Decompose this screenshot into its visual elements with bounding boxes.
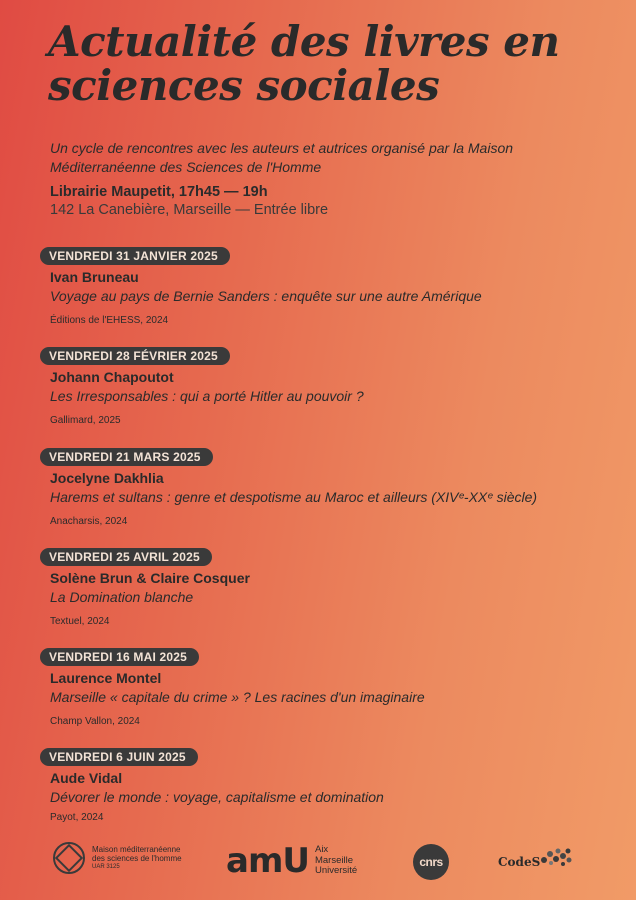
- amu-mark: amU: [226, 841, 309, 881]
- mmsh-unit: UAR 3125: [92, 863, 120, 870]
- event-date-badge: VENDREDI 28 FÉVRIER 2025: [40, 347, 230, 365]
- event-author: Jocelyne Dakhlia: [50, 470, 164, 486]
- mmsh-name-line1: Maison méditerranéenne: [92, 844, 181, 854]
- poster-title: Actualité des livres en sciences sociales: [48, 17, 560, 110]
- event-work-title: Marseille « capitale du crime » ? Les racines d'un imaginaire: [50, 689, 425, 705]
- poster-subtitle: Un cycle de rencontres avec les auteurs et autrices organisé par la Maison Méditerranéenne des Sciences de l'Homme: [50, 140, 514, 175]
- event-publisher: Champ Vallon, 2024: [50, 716, 140, 727]
- event-item: [40, 247, 620, 327]
- dots-cluster-icon: [538, 846, 574, 868]
- event-publisher: Textuel, 2024: [50, 616, 110, 627]
- codes-logo: [498, 842, 578, 886]
- codes-mark: CodeS: [498, 855, 541, 869]
- mmsh-emblem-icon: [53, 842, 85, 874]
- amu-line1: Aix: [314, 844, 329, 856]
- event-work-title: Voyage au pays de Bernie Sanders : enquête sur une autre Amérique: [50, 288, 482, 304]
- event-work-title: Dévorer le monde : voyage, capitalisme et domination: [50, 789, 384, 805]
- mmsh-name-line2: des sciences de l'homme: [92, 853, 182, 863]
- event-item: [40, 648, 620, 728]
- event-item: [40, 347, 620, 427]
- event-date-badge: VENDREDI 21 MARS 2025: [40, 448, 213, 466]
- event-publisher: Anacharsis, 2024: [50, 516, 128, 527]
- event-date-badge: VENDREDI 16 MAI 2025: [40, 648, 199, 666]
- event-item: [40, 448, 620, 528]
- event-publisher: Payot, 2024: [50, 812, 104, 823]
- event-author: Johann Chapoutot: [50, 369, 174, 385]
- event-date-badge: VENDREDI 6 JUIN 2025: [40, 748, 198, 766]
- event-author: Ivan Bruneau: [50, 269, 139, 285]
- mmsh-logo: [53, 842, 182, 874]
- event-work-title: La Domination blanche: [50, 589, 194, 605]
- event-work-title: Harems et sultans : genre et despotisme au Maroc et ailleurs (XIVᵉ-XXᵉ siècle): [50, 489, 538, 505]
- cnrs-logo: cnrs: [413, 844, 449, 880]
- address-line: 142 La Canebière, Marseille — Entrée libre: [50, 202, 329, 218]
- event-publisher: Éditions de l'EHESS, 2024: [50, 315, 169, 326]
- event-date-badge: VENDREDI 31 JANVIER 2025: [40, 247, 230, 265]
- event-item: [40, 748, 620, 824]
- amu-line3: Université: [314, 865, 358, 877]
- amu-line2: Marseille: [314, 854, 353, 866]
- event-author: Aude Vidal: [50, 770, 123, 786]
- event-author: Laurence Montel: [50, 670, 162, 686]
- partner-logos: [0, 836, 636, 896]
- event-author: Solène Brun & Claire Cosquer: [50, 570, 250, 586]
- event-date-badge: VENDREDI 25 AVRIL 2025: [40, 548, 212, 566]
- amu-logo: [226, 841, 358, 881]
- venue-line: Librairie Maupetit, 17h45 — 19h: [50, 184, 268, 200]
- event-work-title: Les Irresponsables : qui a porté Hitler au pouvoir ?: [50, 388, 364, 404]
- event-item: [40, 548, 620, 628]
- event-publisher: Gallimard, 2025: [50, 415, 121, 426]
